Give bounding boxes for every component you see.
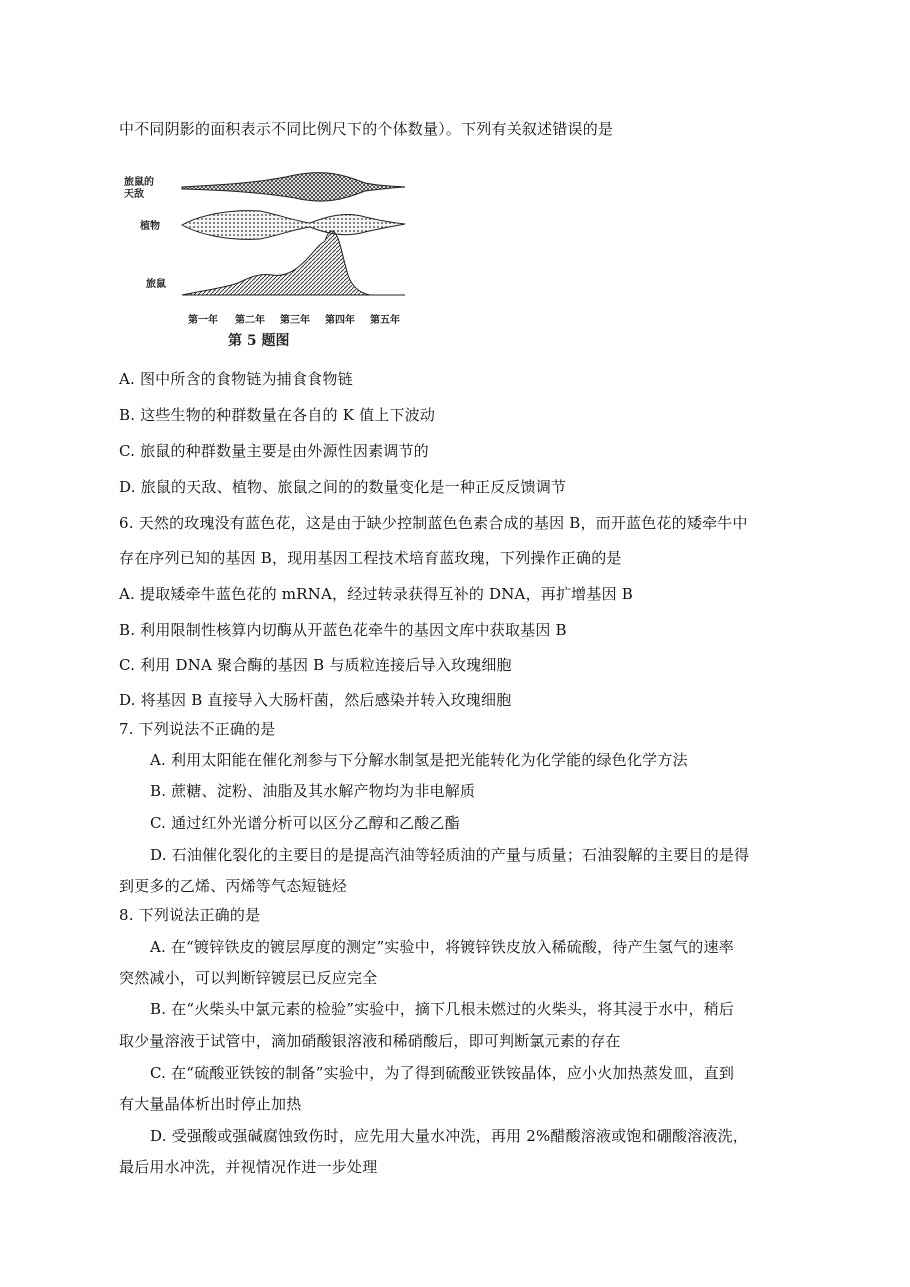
q7-option-b: B. 蔗糖、淀粉、油脂及其水解产物均为非电解质	[150, 782, 476, 800]
q6-stem-line1: 6. 天然的玫瑰没有蓝色花，这是由于缺少控制蓝色色素合成的基因 B，而开蓝色花的矮牵牛中	[119, 514, 748, 532]
q8-option-a-line2: 突然减小，可以判断锌镀层已反应完全	[119, 969, 378, 987]
q8-option-b-line2: 取少量溶液于试管中，滴加硝酸银溶液和稀硝酸后，即可判断氯元素的存在	[119, 1032, 621, 1050]
q8-option-c-line2: 有大量晶体析出时停止加热	[119, 1095, 302, 1113]
population-figure	[120, 165, 420, 355]
q8-option-d-line1: D. 受强酸或强碱腐蚀致伤时，应先用大量水冲洗，再用 2%醋酸溶液或饱和硼酸溶液洗，	[150, 1127, 748, 1145]
year-3: 第三年	[280, 315, 310, 326]
q8-option-d-line2: 最后用水冲洗，并视情况作进一步处理	[119, 1158, 378, 1176]
year-2: 第二年	[235, 315, 265, 326]
q7-stem: 7. 下列说法不正确的是	[119, 720, 276, 738]
q8-option-a-line1: A. 在“镀锌铁皮的镀层厚度的测定”实验中，将镀锌铁皮放入稀硫酸，待产生氢气的速率	[150, 938, 734, 956]
intro-text: 中不同阴影的面积表示不同比例尺下的个体数量）。下列有关叙述错误的是	[119, 120, 614, 138]
population-chart-svg	[120, 165, 420, 355]
year-5: 第五年	[370, 315, 400, 326]
q5-option-d: D. 旅鼠的天敌、植物、旅鼠之间的的数量变化是一种正反反馈调节	[119, 478, 567, 496]
q7-option-c: C. 通过红外光谱分析可以区分乙醇和乙酸乙酯	[150, 814, 460, 832]
q5-option-b: B. 这些生物的种群数量在各自的 K 值上下波动	[119, 406, 436, 424]
label-enemy-1: 旅鼠的	[124, 177, 154, 188]
lemming-area	[182, 231, 370, 295]
q6-option-b: B. 利用限制性核算内切酶从开蓝色花牵牛的基因文库中获取基因 B	[119, 621, 567, 639]
q6-option-a: A. 提取矮牵牛蓝色花的 mRNA，经过转录获得互补的 DNA，再扩增基因 B	[119, 585, 633, 603]
figure-caption: 第 5 题图	[228, 333, 290, 349]
label-lemming: 旅鼠	[146, 279, 166, 290]
q8-stem: 8. 下列说法正确的是	[119, 906, 261, 924]
q6-option-c: C. 利用 DNA 聚合酶的基因 B 与质粒连接后导入玫瑰细胞	[119, 656, 512, 674]
q6-stem-line2: 存在序列已知的基因 B，现用基因工程技术培育蓝玫瑰，下列操作正确的是	[119, 549, 622, 567]
q5-option-c: C. 旅鼠的种群数量主要是由外源性因素调节的	[119, 442, 429, 460]
q5-option-a: A. 图中所含的食物链为捕食食物链	[119, 370, 353, 388]
q7-option-d-cont: 到更多的乙烯、丙烯等气态短链烃	[119, 877, 348, 895]
q7-option-d: D. 石油催化裂化的主要目的是提高汽油等轻质油的产量与质量；石油裂解的主要目的是得	[150, 846, 750, 864]
label-plant: 植物	[140, 221, 160, 232]
year-4: 第四年	[325, 315, 355, 326]
enemy-band	[182, 173, 405, 202]
q8-option-b-line1: B. 在“火柴头中氯元素的检验”实验中，摘下几根未燃过的火柴头，将其浸于水中，稍后	[150, 1000, 735, 1018]
year-1: 第一年	[188, 315, 218, 326]
q7-option-a: A. 利用太阳能在催化剂参与下分解水制氢是把光能转化为化学能的绿色化学方法	[150, 751, 688, 769]
plant-band	[182, 211, 405, 240]
q8-option-c-line1: C. 在“硫酸亚铁铵的制备”实验中，为了得到硫酸亚铁铵晶体，应小火加热蒸发皿，直到	[150, 1064, 735, 1082]
q6-option-d: D. 将基因 B 直接导入大肠杆菌，然后感染并转入玫瑰细胞	[119, 691, 512, 709]
label-enemy-2: 天敌	[124, 189, 144, 200]
